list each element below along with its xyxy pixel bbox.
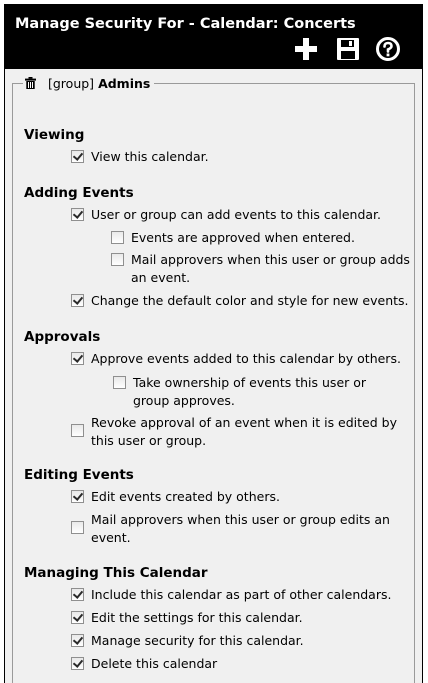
auto-approve-label: Events are approved when entered. [131,230,355,245]
option-mail-on-add[interactable] [111,251,413,287]
save-icon[interactable] [334,35,362,63]
help-icon[interactable] [374,35,402,63]
change-color-checkbox[interactable] [71,294,84,307]
revoke-approval-label: Revoke approval of an event when it is edited by this user or group. [91,415,397,448]
group-name: Admins [98,75,151,91]
approve-events-label: Approve events added to this calendar by others. [91,351,401,366]
option-take-ownership[interactable] [113,374,388,410]
mail-on-add-checkbox[interactable] [111,253,124,266]
manage-security-checkbox[interactable] [71,634,84,647]
take-ownership-checkbox[interactable] [113,376,126,389]
option-view-calendar[interactable] [71,148,401,166]
change-color-label: Change the default color and style for new events. [91,293,409,308]
manage-security-label: Manage security for this calendar. [91,633,304,648]
view-calendar-checkbox[interactable] [71,150,84,163]
revoke-approval-checkbox[interactable] [71,424,84,437]
add-icon[interactable] [292,35,320,63]
trash-icon[interactable] [25,77,36,89]
mail-on-edit-label: Mail approvers when this user or group edits an event. [91,512,390,545]
group-legend [23,75,154,91]
mail-on-edit-checkbox[interactable] [71,521,84,534]
edit-settings-checkbox[interactable] [71,611,84,624]
security-dialog [4,4,423,683]
section-managing-title: Managing This Calendar [24,565,208,581]
section-approvals-title: Approvals [24,329,101,345]
option-auto-approve[interactable] [111,229,411,247]
option-manage-security[interactable] [71,632,411,650]
group-prefix: [group] [48,75,95,91]
view-calendar-label: View this calendar. [91,149,209,164]
edit-others-checkbox[interactable] [71,490,84,503]
mail-on-add-label: Mail approvers when this user or group adds an event. [131,252,410,285]
delete-calendar-checkbox[interactable] [71,657,84,670]
section-adding-title: Adding Events [24,185,134,201]
auto-approve-checkbox[interactable] [111,231,124,244]
option-edit-others[interactable] [71,488,401,506]
add-events-label: User or group can add events to this calendar. [91,207,382,222]
option-approve-events[interactable] [71,350,411,368]
take-ownership-label: Take ownership of events this user or group approves. [133,375,367,408]
approve-events-checkbox[interactable] [71,352,84,365]
option-revoke-approval[interactable] [71,414,401,450]
dialog-header [5,5,422,69]
delete-calendar-label: Delete this calendar [91,656,218,671]
option-change-color[interactable] [71,292,416,310]
dialog-title: Manage Security For - Calendar: Concerts [15,16,356,32]
section-viewing-title: Viewing [24,127,85,143]
option-add-events[interactable] [71,206,411,224]
security-body [5,69,422,683]
option-mail-on-edit[interactable] [71,511,391,547]
option-edit-settings[interactable] [71,609,411,627]
edit-others-label: Edit events created by others. [91,489,280,504]
edit-settings-label: Edit the settings for this calendar. [91,610,303,625]
include-calendar-label: Include this calendar as part of other calendars. [91,587,392,602]
option-delete-calendar[interactable] [71,655,411,673]
option-include-calendar[interactable] [71,586,411,604]
add-events-checkbox[interactable] [71,208,84,221]
include-calendar-checkbox[interactable] [71,588,84,601]
section-editing-title: Editing Events [24,467,134,483]
